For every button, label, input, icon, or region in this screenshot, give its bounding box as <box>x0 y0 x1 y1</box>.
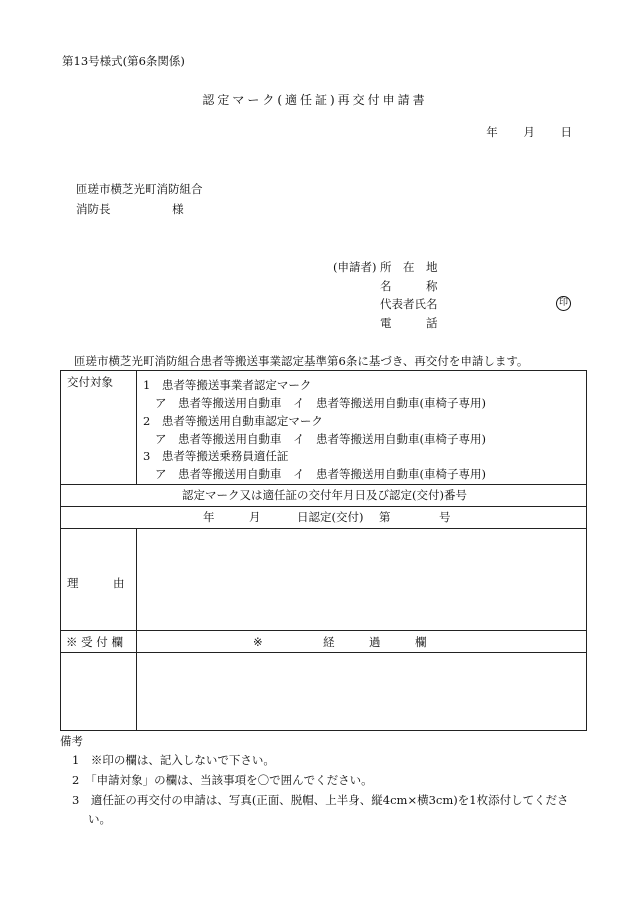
reception-label: ※ 受 付 欄 <box>66 635 123 649</box>
progress-field[interactable] <box>137 653 587 731</box>
addressee-chief <box>76 204 184 216</box>
addressee-honorific: 様 <box>172 202 184 216</box>
note-3-continued: い。 <box>88 812 111 826</box>
applicant-address-label: 所 在 地 <box>380 260 438 274</box>
date-year: 年 <box>486 125 498 139</box>
applicant-prefix: (申請者) <box>333 260 377 274</box>
date-day: 日 <box>560 125 572 139</box>
seal-mark: 印 <box>556 296 571 311</box>
target-item-2-options: ア 患者等搬送用自動車 イ 患者等搬送用自動車(車椅子専用) <box>155 432 486 446</box>
issue-date-header: 認定マーク又は適任証の交付年月日及び認定(交付)番号 <box>182 488 467 502</box>
notes-title: 備考 <box>60 734 83 748</box>
issue-number-prefix: 第 <box>379 510 391 524</box>
target-item-3: 3 患者等搬送乗務員適任証 <box>143 449 289 463</box>
addressee-chief-title: 消防長 <box>76 202 111 216</box>
applicant-representative-label: 代表者氏名 <box>380 297 438 311</box>
issue-number-suffix: 号 <box>439 510 451 524</box>
application-table <box>60 370 587 731</box>
issue-year: 年 <box>203 510 215 524</box>
issue-day-certified: 日認定(交付) <box>297 510 364 524</box>
reason-label: 理 由 <box>67 576 125 590</box>
note-1: 1 ※印の欄は、記入しないで下さい。 <box>72 753 275 767</box>
document-title: 認定マーク(適任証)再交付申請書 <box>202 93 428 107</box>
target-label: 交付対象 <box>67 375 113 389</box>
date-month: 月 <box>523 125 535 139</box>
applicant-name-label: 名 称 <box>380 279 438 293</box>
target-item-2: 2 患者等搬送用自動車認定マーク <box>143 414 323 428</box>
basis-statement: 匝瑳市横芝光町消防組合患者等搬送事業認定基準第6条に基づき、再交付を申請します。 <box>74 354 529 368</box>
reason-field[interactable] <box>137 529 587 630</box>
date-line <box>464 127 572 139</box>
note-2: 2 「申請対象」の欄は、当該事項を〇で囲んでください。 <box>72 773 373 787</box>
reception-field[interactable] <box>61 653 136 731</box>
target-item-3-options: ア 患者等搬送用自動車 イ 患者等搬送用自動車(車椅子専用) <box>155 467 486 481</box>
target-item-1-options: ア 患者等搬送用自動車 イ 患者等搬送用自動車(車椅子専用) <box>155 396 486 410</box>
progress-mark: ※ <box>253 635 263 649</box>
note-3: 3 適任証の再交付の申請は、写真(正面、脱帽、上半身、縦4cm×横3cm)を1枚添付してくださ <box>72 793 569 807</box>
progress-label: 経 過 欄 <box>323 635 427 649</box>
applicant-phone-label: 電 話 <box>380 316 438 330</box>
target-item-1: 1 患者等搬送事業者認定マーク <box>143 378 312 392</box>
addressee-organization: 匝瑳市横芝光町消防組合 <box>76 182 203 196</box>
issue-month: 月 <box>249 510 261 524</box>
form-number: 第13号様式(第6条関係) <box>62 54 185 68</box>
